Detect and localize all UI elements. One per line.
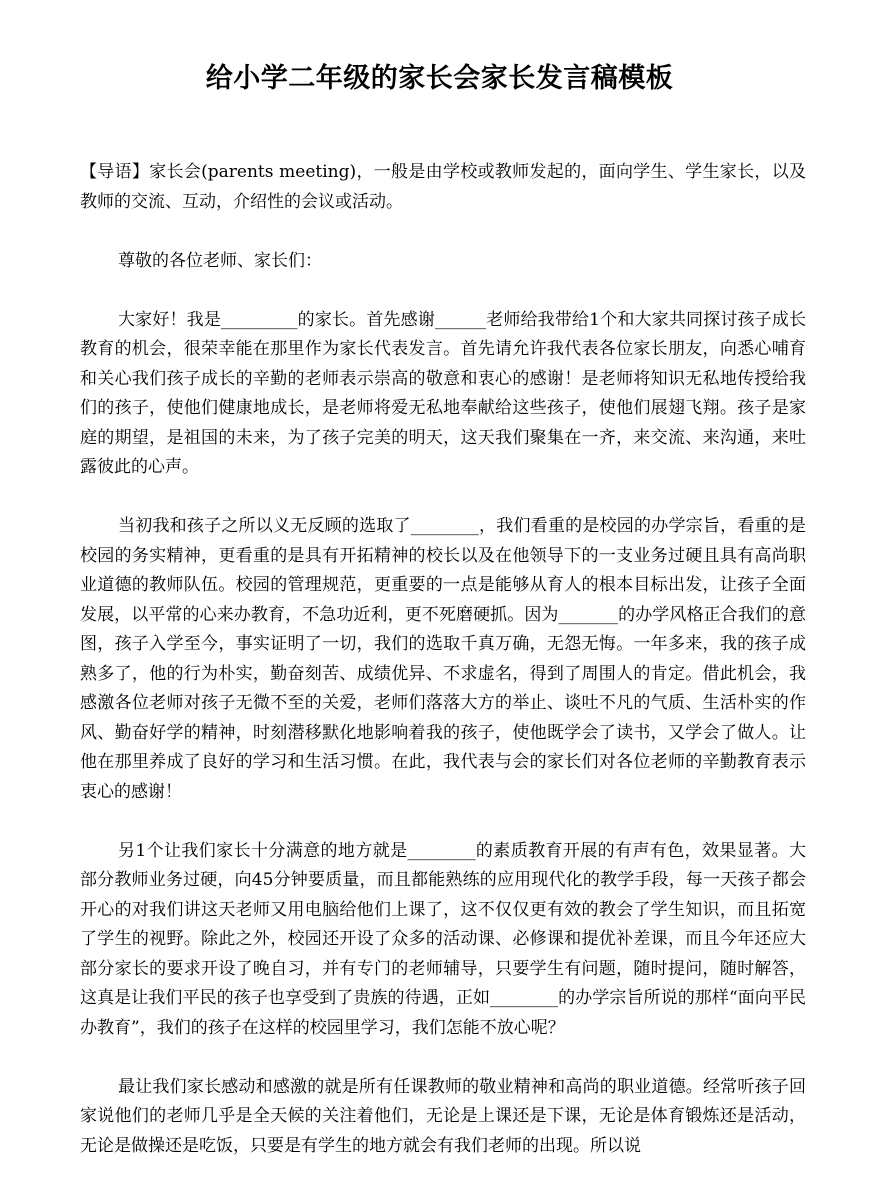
document-body: [80, 158, 806, 1191]
document-title: 给小学二年级的家长会家长发言稿模板: [205, 63, 674, 94]
salutation-paragraph: 尊敬的各位老师、家长们：: [118, 250, 322, 271]
body-paragraph: 另1个让我们家长十分满意的地方就是________的素质教育开展的有声有色，效果显著。大部分教师业务过硬，向45分钟要质量，而且都能熟练的应用现代化的教学手段，每一天孩子都会开心的对我们讲这天老师又用电脑给他们上课了，这不仅仅更有效的教会了学生知识，而且拓宽了学生的视野。除此之外，校园还开设了众多的活动课、必修课和提优补差课，而且今年还应大部分家长的要求开设了晚自习，并有专门的老师辅导，只要学生有问题，随时提问，随时解答，这真是让我们平民的孩子也享受到了贵族的待遇，正如________的办学宗旨所说的那样“面向平民办教育”，我们的孩子在这样的校园里学习，我们怎能不放心呢？: [80, 840, 806, 1038]
intro-paragraph: 【导语】家长会(parents meeting)，一般是由学校或教师发起的，面向学生、学生家长，以及教师的交流、互动，介绍性的会议或活动。: [80, 162, 806, 212]
body-paragraph: 大家好！我是_________的家长。首先感谢______老师给我带给1个和大家共同探讨孩子成长教育的机会，很荣幸能在那里作为家长代表发言。首先请允许我代表各位家长朋友，向悉心哺育和关心我们孩子成长的辛勤的老师表示崇高的敬意和衷心的感谢！是老师将知识无私地传授给我们的孩子，使他们健康地成长，是老师将爱无私地奉献给这些孩子，使他们展翅飞翔。孩子是家庭的期望，是祖国的未来，为了孩子完美的明天，这天我们聚集在一齐，来交流、来沟通，来吐露彼此的心声。: [80, 309, 806, 477]
body-paragraph: 最让我们家长感动和感激的就是所有任课教师的敬业精神和高尚的职业道德。经常听孩子回家说他们的老师几乎是全天候的关注着他们，无论是上课还是下课，无论是体育锻炼还是活动，无论是做操还是吃饭，只要是有学生的地方就会有我们老师的出现。所以说: [80, 1076, 806, 1156]
body-paragraph: 当初我和孩子之所以义无反顾的选取了________，我们看重的是校园的办学宗旨，看重的是校园的务实精神，更看重的是具有开拓精神的校长以及在他领导下的一支业务过硬且具有高尚职业道德的教师队伍。校园的管理规范，更重要的一点是能够从育人的根本目标出发，让孩子全面发展，以平常的心来办教育，不急功近利，更不死磨硬抓。因为_______的办学风格正合我们的意图，孩子入学至今，事实证明了一切，我们的选取千真万确，无怨无悔。一年多来，我的孩子成熟多了，他的行为朴实，勤奋刻苦、成绩优异、不求虚名，得到了周围人的肯定。借此机会，我感激各位老师对孩子无微不至的关爱，老师们落落大方的举止、谈吐不凡的气质、生活朴实的作风、勤奋好学的精神，时刻潜移默化地影响着我的孩子，使他既学会了读书，又学会了做人。让他在那里养成了良好的学习和生活习惯。在此，我代表与会的家长们对各位老师的辛勤教育表示衷心的感谢！: [80, 516, 806, 802]
